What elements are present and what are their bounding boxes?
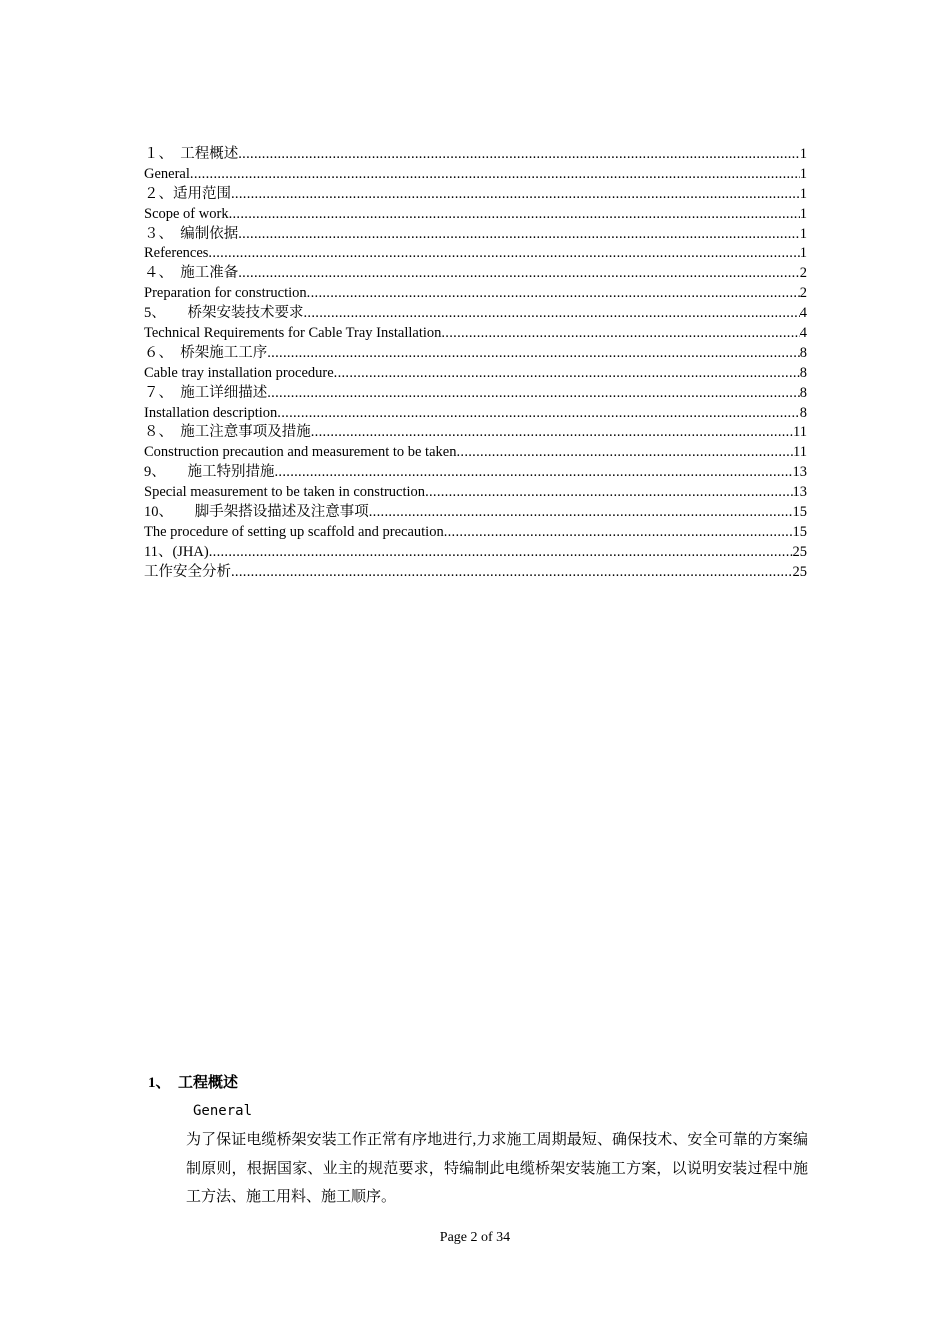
toc-page-number: 1 xyxy=(799,245,807,262)
toc-page-number: 11 xyxy=(793,444,807,461)
toc-page-number: 4 xyxy=(799,305,807,322)
toc-dot-leader xyxy=(209,543,793,563)
toc-dot-leader xyxy=(231,563,793,583)
toc-dot-leader xyxy=(231,185,800,205)
section-subheading: General xyxy=(193,1103,253,1119)
toc-entry[interactable] xyxy=(144,185,807,205)
toc-dot-leader xyxy=(190,165,800,185)
toc-entry-title: Scope of work xyxy=(144,205,229,222)
toc-dot-leader xyxy=(311,423,793,443)
page-footer: Page 2 of 34 xyxy=(439,1230,511,1245)
toc-entry-title: Construction precaution and measurement to be taken xyxy=(144,444,457,461)
toc-entry[interactable] xyxy=(144,284,807,304)
toc-page-number: 25 xyxy=(792,563,807,580)
toc-entry-title: ６、 桥架施工工序 xyxy=(144,344,268,361)
toc-page-number: 1 xyxy=(799,146,807,162)
toc-entry-title: 5、 桥架安装技术要求 xyxy=(144,305,304,322)
toc-page-number: 13 xyxy=(792,464,807,481)
toc-entry[interactable] xyxy=(144,225,807,245)
section-heading: 1、 工程概述 xyxy=(148,1075,239,1091)
toc-entry-title: １、 工程概述 xyxy=(144,146,239,162)
toc-entry[interactable] xyxy=(144,404,807,424)
toc-entry[interactable] xyxy=(144,523,807,543)
toc-page-number: 11 xyxy=(793,424,807,441)
toc-entry[interactable] xyxy=(144,384,807,404)
toc-entry[interactable] xyxy=(144,463,807,483)
toc-entry-title: ２、适用范围 xyxy=(144,185,231,202)
toc-page-number: 8 xyxy=(799,364,807,381)
toc-entry-title: ４、 施工准备 xyxy=(144,265,239,282)
toc-page-number: 15 xyxy=(792,504,807,521)
toc-entry-title: General xyxy=(144,165,190,182)
toc-entry-title: ７、 施工详细描述 xyxy=(144,384,268,401)
toc-dot-leader xyxy=(304,304,800,324)
toc-dot-leader xyxy=(267,344,800,364)
section-1 xyxy=(148,1070,808,1212)
toc-page-number: 1 xyxy=(799,205,807,222)
toc-dot-leader xyxy=(444,523,793,543)
toc-entry-title: The procedure of setting up scaffold and precaution xyxy=(144,523,444,540)
toc-entry[interactable] xyxy=(144,304,807,324)
toc-entry-title: Technical Requirements for Cable Tray Installation xyxy=(144,325,442,342)
toc-dot-leader xyxy=(208,244,799,264)
toc-entry[interactable] xyxy=(144,165,807,185)
toc-dot-leader xyxy=(307,284,800,304)
section-body-text: 为了保证电缆桥架安装工作正常有序地进行,力求施工周期最短、确保技术、安全可靠的方案编制原则，根据国家、业主的规范要求，特编制此电缆桥架安装施工方案，以说明安装过程中施工方法、施工用料、施工顺序。 xyxy=(186,1132,808,1205)
toc-entry[interactable] xyxy=(144,483,807,503)
toc-entry-title: Special measurement to be taken in construction xyxy=(144,484,426,501)
toc-dot-leader xyxy=(238,264,800,284)
toc-dot-leader xyxy=(267,384,800,404)
toc-page-number: 1 xyxy=(799,185,807,202)
toc-entry-title: Preparation for construction xyxy=(144,285,307,302)
toc-page-number: 8 xyxy=(799,404,807,421)
toc-page-number: 8 xyxy=(799,344,807,361)
toc-dot-leader xyxy=(369,503,793,523)
toc-entry-title: 10、 脚手架搭设描述及注意事项 xyxy=(144,504,369,521)
toc-page-number: 15 xyxy=(792,523,807,540)
toc-entry-title: 9、 施工特别措施 xyxy=(144,464,275,481)
toc-entry[interactable] xyxy=(144,264,807,284)
toc-entry[interactable] xyxy=(144,563,807,583)
toc-entry-title: 工作安全分析 xyxy=(144,563,231,580)
toc-entry[interactable] xyxy=(144,205,807,225)
toc-dot-leader xyxy=(441,324,799,344)
toc-dot-leader xyxy=(238,145,800,165)
toc-entry[interactable] xyxy=(144,145,807,165)
toc-dot-leader xyxy=(277,404,799,424)
toc-page-number: 1 xyxy=(799,165,807,182)
toc-entry-title: Installation description xyxy=(144,404,278,421)
toc-page-number: 4 xyxy=(799,325,807,342)
toc-page-number: 8 xyxy=(799,384,807,401)
toc-entry-title: ８、 施工注意事项及措施 xyxy=(144,424,311,441)
table-of-contents xyxy=(144,145,807,583)
toc-entry[interactable] xyxy=(144,503,807,523)
toc-dot-leader xyxy=(238,225,800,245)
toc-entry-title: ３、 编制依据 xyxy=(144,225,239,242)
toc-entry-title: References xyxy=(144,245,209,262)
toc-page-number: 13 xyxy=(792,484,807,501)
toc-entry[interactable] xyxy=(144,244,807,264)
toc-entry-title: 11、(JHA) xyxy=(144,543,209,560)
toc-dot-leader xyxy=(229,205,800,225)
toc-page-number: 2 xyxy=(799,265,807,282)
toc-dot-leader xyxy=(334,364,800,384)
toc-entry[interactable] xyxy=(144,423,807,443)
toc-entry[interactable] xyxy=(144,344,807,364)
toc-dot-leader xyxy=(425,483,792,503)
toc-page-number: 1 xyxy=(799,225,807,242)
toc-entry[interactable] xyxy=(144,443,807,463)
toc-page-number: 2 xyxy=(799,285,807,302)
toc-entry-title: Cable tray installation procedure xyxy=(144,364,334,381)
toc-entry[interactable] xyxy=(144,543,807,563)
toc-page-number: 25 xyxy=(792,543,807,560)
toc-dot-leader xyxy=(275,463,793,483)
toc-dot-leader xyxy=(456,443,793,463)
toc-entry[interactable] xyxy=(144,324,807,344)
toc-entry[interactable] xyxy=(144,364,807,384)
